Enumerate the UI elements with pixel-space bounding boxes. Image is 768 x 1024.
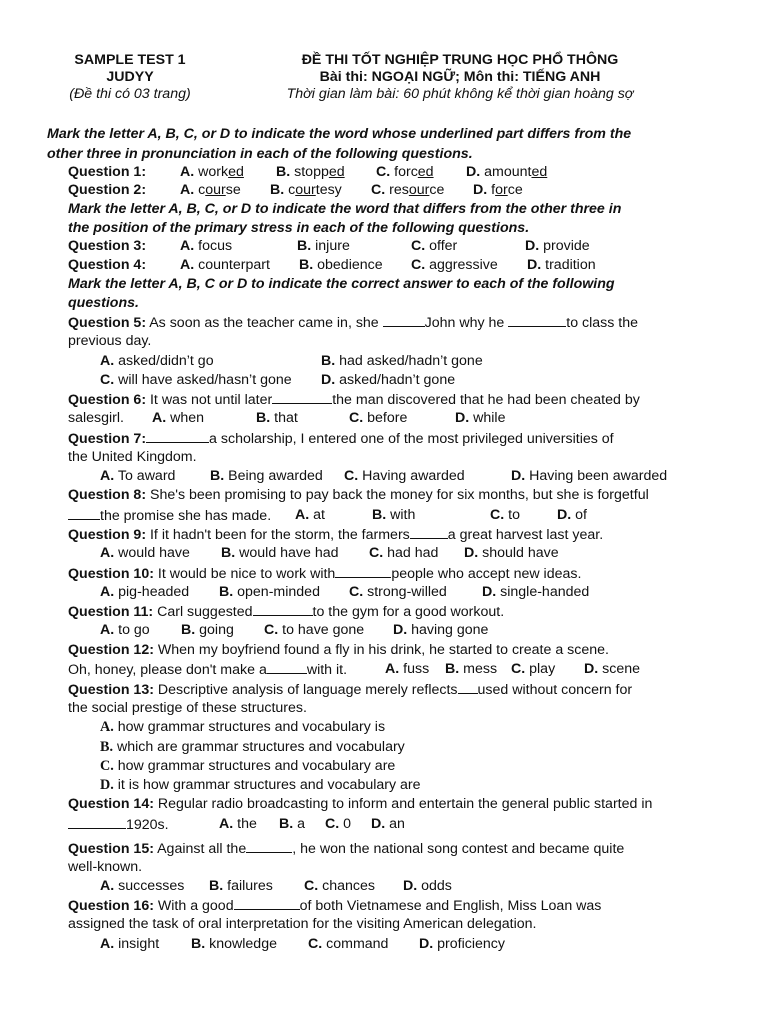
text-segment: of both Vietnamese and English, Miss Loan was <box>299 898 602 914</box>
text-segment: had had <box>387 545 439 561</box>
question-10 <box>68 565 581 582</box>
option-letter: A. <box>100 584 115 600</box>
option-letter: B. <box>279 816 294 832</box>
text-segment: f <box>491 182 496 198</box>
text-segment: Having been awarded <box>529 468 668 484</box>
option-letter: B. <box>372 507 387 523</box>
option-a <box>100 936 159 952</box>
text-segment: res <box>389 182 409 198</box>
text-segment: to have gone <box>282 622 365 638</box>
option-letter: D. <box>584 661 599 677</box>
option-letter: B. <box>321 353 336 369</box>
question-label: Question 10: <box>68 566 154 582</box>
text-segment: to <box>508 507 520 523</box>
option-a <box>152 410 204 426</box>
question-label: Question 1: <box>68 164 147 180</box>
option-d <box>466 164 547 180</box>
underlined-part: our <box>408 182 430 198</box>
option-d <box>525 238 590 254</box>
option-letter: A. <box>100 936 115 952</box>
option-d <box>464 545 559 561</box>
text-segment: should have <box>482 545 559 561</box>
option-letter: A. <box>100 353 115 369</box>
question-label: Question 6: <box>68 392 147 408</box>
option-b <box>191 936 277 952</box>
text-segment: asked/hadn’t gone <box>339 372 456 388</box>
option-d <box>511 468 667 484</box>
option-letter: D. <box>527 257 542 273</box>
option-letter: B. <box>299 257 314 273</box>
text-segment: play <box>529 661 556 677</box>
instruction-stress-1: Mark the letter A, B, C, or D to indicate the word that differs from the other three in <box>68 201 622 217</box>
option-letter: C. <box>371 182 386 198</box>
option-a <box>100 468 175 484</box>
question-label: Question 5: <box>68 315 147 331</box>
option-b <box>210 468 323 484</box>
option-a <box>180 238 232 254</box>
option-b <box>297 238 350 254</box>
answer-blank <box>246 840 292 853</box>
underlined-part: ed <box>228 164 244 180</box>
option-letter: C. <box>100 372 115 388</box>
option-d <box>403 878 452 894</box>
option-letter: C. <box>100 758 114 774</box>
text-segment: scene <box>602 661 640 677</box>
option-letter: C. <box>344 468 359 484</box>
option-letter: C. <box>411 238 426 254</box>
option-b <box>270 182 342 198</box>
text-segment: knowledge <box>209 936 277 952</box>
answer-blank <box>234 897 300 910</box>
option-letter: B. <box>210 468 225 484</box>
option-letter: C. <box>308 936 323 952</box>
option-letter: B. <box>256 410 271 426</box>
option-letter: D. <box>464 545 479 561</box>
option-b <box>100 739 405 756</box>
option-d <box>321 372 455 388</box>
option-c <box>376 164 434 180</box>
text-segment: Descriptive analysis of language merely reflects <box>153 682 458 698</box>
option-b <box>279 816 305 832</box>
option-letter: D. <box>557 507 572 523</box>
text-segment: amount <box>484 164 532 180</box>
time-note: Thời gian làm bài: 60 phút không kể thời gian hoàng sợ <box>286 86 634 102</box>
answer-blank <box>146 430 209 443</box>
text-segment: will have asked/hasn’t gone <box>118 372 292 388</box>
underlined-part: our <box>205 182 226 198</box>
option-b <box>321 353 483 369</box>
text-segment: 0 <box>343 816 352 832</box>
option-letter: A. <box>100 468 115 484</box>
text-segment: before <box>367 410 408 426</box>
text-segment: Having awarded <box>362 468 465 484</box>
option-a <box>100 353 214 369</box>
text-segment: 1920s. <box>126 817 169 833</box>
option-letter: B. <box>209 878 224 894</box>
text-segment: with it. <box>306 662 348 678</box>
option-d <box>584 661 640 677</box>
option-letter: B. <box>270 182 285 198</box>
option-a <box>100 878 184 894</box>
text-segment: odds <box>421 878 452 894</box>
text-segment: obedience <box>317 257 383 273</box>
option-letter: D. <box>100 777 114 793</box>
option-letter: D. <box>466 164 481 180</box>
option-letter: C. <box>325 816 340 832</box>
text-segment: a great harvest last year. <box>447 527 604 543</box>
text-segment: pig-headed <box>118 584 190 600</box>
text-segment: to class the <box>566 315 639 331</box>
option-c <box>369 545 438 561</box>
option-c <box>264 622 364 638</box>
option-a <box>100 584 189 600</box>
underlined-part: ed <box>328 164 345 180</box>
text-segment: would have had <box>239 545 339 561</box>
text-segment: It would be nice to work with <box>153 566 336 582</box>
question-label: Question 7: <box>68 431 147 447</box>
option-letter: D. <box>511 468 526 484</box>
option-letter: A. <box>219 816 234 832</box>
option-a <box>180 164 244 180</box>
question-4 <box>68 257 146 273</box>
text-segment: ce <box>507 182 523 198</box>
option-d <box>527 257 596 273</box>
text-segment: tesy <box>315 182 342 198</box>
text-segment: fuss <box>403 661 430 677</box>
text-segment: work <box>198 164 229 180</box>
underlined-part: our <box>295 182 316 198</box>
option-letter: B. <box>221 545 236 561</box>
option-c <box>304 878 375 894</box>
text-segment: command <box>326 936 389 952</box>
answer-blank <box>267 661 307 674</box>
option-b <box>276 164 345 180</box>
option-d <box>100 777 421 794</box>
option-a <box>219 816 257 832</box>
option-a <box>180 257 270 273</box>
text-segment: c <box>288 182 296 198</box>
text-segment: stopp <box>294 164 329 180</box>
text-segment: asked/didn’t go <box>118 353 214 369</box>
text-segment: going <box>199 622 234 638</box>
option-letter: B. <box>445 661 460 677</box>
option-letter: C. <box>349 410 364 426</box>
question-label: Question 2: <box>68 182 147 198</box>
text-segment: As soon as the teacher came in, she <box>146 315 383 331</box>
text-segment: an <box>389 816 405 832</box>
text-segment: of <box>575 507 587 523</box>
option-letter: D. <box>455 410 470 426</box>
option-c <box>411 257 498 273</box>
option-c <box>344 468 465 484</box>
option-d <box>482 584 589 600</box>
text-segment: injure <box>315 238 350 254</box>
option-letter: B. <box>276 164 291 180</box>
question-2 <box>68 182 146 198</box>
question-text-continued: the United Kingdom. <box>68 449 197 465</box>
text-segment: a <box>297 816 306 832</box>
text-segment: how grammar structures and vocabulary is <box>117 719 386 735</box>
option-letter: C. <box>349 584 364 600</box>
answer-blank <box>383 314 425 327</box>
page-count-note: (Đề thi có 03 trang) <box>69 86 191 102</box>
option-letter: B. <box>181 622 196 638</box>
subject-line: Bài thi: NGOẠI NGỮ; Môn thi: TIẾNG ANH <box>319 69 601 85</box>
option-letter: A. <box>100 545 115 561</box>
question-15 <box>68 840 624 857</box>
instruction-correct-1: Mark the letter A, B, C or D to indicate the correct answer to each of the following <box>68 276 615 292</box>
option-letter: A. <box>100 622 115 638</box>
question-label: Question 8: <box>68 487 147 503</box>
underlined-part: or <box>495 182 508 198</box>
option-c <box>100 758 395 775</box>
text-segment: Regular radio broadcasting to inform and entertain the general public started in <box>153 796 653 812</box>
option-letter: C. <box>369 545 384 561</box>
text-segment: She's been promising to pay back the money for six months, but she is forgetful <box>146 487 649 503</box>
header-left <box>60 52 200 103</box>
question-3 <box>68 238 146 254</box>
question-13 <box>68 681 632 698</box>
question-label: Question 9: <box>68 527 147 543</box>
question-label: Question 15: <box>68 841 154 857</box>
text-segment: , he won the national song contest and became quite <box>292 841 625 857</box>
text-segment: had asked/hadn’t gone <box>339 353 483 369</box>
question-text-continued <box>68 816 169 833</box>
instruction-correct-2: questions. <box>68 295 139 311</box>
text-segment: that <box>274 410 298 426</box>
question-text-continued: previous day. <box>68 333 152 349</box>
instruction-stress-2: the position of the primary stress in each of the following questions. <box>68 220 530 236</box>
option-b <box>256 410 298 426</box>
underlined-part: ed <box>531 164 548 180</box>
option-letter: D. <box>393 622 408 638</box>
test-title: SAMPLE TEST 1 <box>74 52 186 68</box>
question-label: Question 14: <box>68 796 154 812</box>
question-8 <box>68 487 649 503</box>
option-b <box>181 622 234 638</box>
text-segment: focus <box>198 238 233 254</box>
question-label: Question 11: <box>68 604 154 620</box>
option-a <box>100 545 190 561</box>
text-segment: failures <box>227 878 273 894</box>
text-segment: when <box>170 410 205 426</box>
text-segment: To award <box>117 468 176 484</box>
text-segment: Being awarded <box>228 468 323 484</box>
option-letter: C. <box>490 507 505 523</box>
text-segment: Against all the <box>153 841 247 857</box>
text-segment: Carl suggested <box>153 604 253 620</box>
option-letter: C. <box>411 257 426 273</box>
question-text-continued <box>68 410 124 426</box>
text-segment: If it hadn't been for the storm, the farmers <box>146 527 410 543</box>
text-segment: how grammar structures and vocabulary are <box>117 758 396 774</box>
option-letter: B. <box>100 739 114 755</box>
option-letter: A. <box>100 878 115 894</box>
option-letter: A. <box>152 410 167 426</box>
option-letter: A. <box>180 164 195 180</box>
text-segment: while <box>473 410 506 426</box>
author-name: JUDYY <box>106 69 154 85</box>
option-a <box>100 719 385 736</box>
option-letter: C. <box>304 878 319 894</box>
option-b <box>209 878 273 894</box>
question-12 <box>68 642 609 658</box>
question-9 <box>68 526 603 543</box>
option-letter: A. <box>100 719 114 735</box>
option-c <box>490 507 520 523</box>
text-segment: counterpart <box>198 257 270 273</box>
answer-blank <box>335 565 391 578</box>
option-c <box>349 584 447 600</box>
option-d <box>393 622 488 638</box>
text-segment: mess <box>463 661 498 677</box>
option-letter: D. <box>321 372 336 388</box>
text-segment: would have <box>118 545 190 561</box>
option-letter: A. <box>295 507 310 523</box>
question-label: Question 12: <box>68 642 154 658</box>
option-b <box>299 257 383 273</box>
answer-blank <box>272 391 332 404</box>
question-11 <box>68 603 504 620</box>
question-14 <box>68 796 652 812</box>
answer-blank <box>68 507 100 520</box>
option-d <box>557 507 587 523</box>
option-a <box>295 507 325 523</box>
text-segment: proficiency <box>437 936 505 952</box>
option-d <box>473 182 523 198</box>
text-segment: ce <box>429 182 445 198</box>
option-letter: A. <box>180 182 195 198</box>
text-segment: strong-willed <box>367 584 447 600</box>
option-letter: A. <box>385 661 400 677</box>
question-5 <box>68 314 638 331</box>
answer-blank <box>68 816 126 829</box>
option-letter: B. <box>297 238 312 254</box>
question-6 <box>68 391 640 408</box>
text-segment: se <box>225 182 241 198</box>
question-label: Question 4: <box>68 257 147 273</box>
text-segment: single-handed <box>500 584 590 600</box>
option-letter: D. <box>371 816 386 832</box>
text-segment: It was not until later <box>146 392 273 408</box>
question-label: Question 16: <box>68 898 154 914</box>
question-1 <box>68 164 146 180</box>
text-segment: a scholarship, I entered one of the most privileged universities of <box>209 431 614 447</box>
answer-blank <box>253 603 313 616</box>
text-segment: John why he <box>424 315 509 331</box>
option-c <box>411 238 457 254</box>
option-letter: D. <box>482 584 497 600</box>
option-c <box>308 936 388 952</box>
option-b <box>221 545 339 561</box>
text-segment: the <box>237 816 257 832</box>
text-segment: to the gym for a good workout. <box>312 604 505 620</box>
text-segment: successes <box>118 878 185 894</box>
option-c <box>100 372 292 388</box>
option-c <box>349 410 407 426</box>
text-segment: the promise she has made. <box>100 508 272 524</box>
header-right <box>270 52 650 103</box>
option-d <box>419 936 505 952</box>
text-segment: provide <box>543 238 590 254</box>
text-segment: When my boyfriend found a fly in his drink, he started to create a scene. <box>153 642 609 658</box>
option-letter: D. <box>525 238 540 254</box>
option-letter: D. <box>403 878 418 894</box>
answer-blank <box>508 314 566 327</box>
text-segment: with <box>390 507 416 523</box>
option-a <box>180 182 241 198</box>
text-segment: insight <box>118 936 160 952</box>
text-segment: people who accept new ideas. <box>391 566 582 582</box>
option-a <box>385 661 429 677</box>
text-segment: offer <box>429 238 458 254</box>
underlined-part: ed <box>417 164 434 180</box>
option-c <box>325 816 351 832</box>
option-letter: B. <box>191 936 206 952</box>
option-letter: D. <box>419 936 434 952</box>
option-c <box>371 182 444 198</box>
option-letter: C. <box>376 164 391 180</box>
option-letter: B. <box>219 584 234 600</box>
question-7 <box>68 430 614 447</box>
option-d <box>371 816 405 832</box>
option-b <box>372 507 415 523</box>
option-letter: A. <box>180 238 195 254</box>
text-segment: c <box>198 182 206 198</box>
text-segment: the man discovered that he had been cheated by <box>332 392 640 408</box>
question-label: Question 13: <box>68 682 154 698</box>
option-a <box>100 622 150 638</box>
exam-name: ĐỀ THI TỐT NGHIỆP TRUNG HỌC PHỔ THÔNG <box>301 52 619 68</box>
text-segment: tradition <box>545 257 596 273</box>
option-letter: C. <box>264 622 279 638</box>
text-segment: open-minded <box>237 584 320 600</box>
text-segment: Oh, honey, please don't make a <box>68 662 267 678</box>
text-segment: which are grammar structures and vocabulary <box>116 739 405 755</box>
question-label: Question 3: <box>68 238 147 254</box>
text-segment: forc <box>394 164 418 180</box>
option-c <box>511 661 555 677</box>
answer-blank <box>458 681 478 694</box>
text-segment: salesgirl. <box>68 410 124 426</box>
option-letter: C. <box>511 661 526 677</box>
question-text-continued: the social prestige of these structures. <box>68 700 307 716</box>
text-segment: to go <box>118 622 150 638</box>
option-b <box>219 584 320 600</box>
option-letter: D. <box>473 182 488 198</box>
question-text-continued: well-known. <box>68 859 143 875</box>
question-text-continued <box>68 507 271 524</box>
question-text-continued: assigned the task of oral interpretation for the visiting American delegation. <box>68 916 537 932</box>
option-b <box>445 661 497 677</box>
instruction-pronunciation-2: other three in pronunciation in each of the following questions. <box>47 146 473 162</box>
text-segment: With a good <box>153 898 234 914</box>
text-segment: at <box>313 507 325 523</box>
question-text-continued <box>68 661 347 678</box>
text-segment: used without concern for <box>477 682 633 698</box>
text-segment: it is how grammar structures and vocabulary are <box>117 777 421 793</box>
text-segment: chances <box>322 878 375 894</box>
option-letter: A. <box>180 257 195 273</box>
option-d <box>455 410 505 426</box>
text-segment: aggressive <box>429 257 498 273</box>
answer-blank <box>410 526 448 539</box>
text-segment: having gone <box>411 622 489 638</box>
instruction-pronunciation-1: Mark the letter A, B, C, or D to indicate the word whose underlined part differs from the <box>47 126 632 142</box>
question-16 <box>68 897 601 914</box>
